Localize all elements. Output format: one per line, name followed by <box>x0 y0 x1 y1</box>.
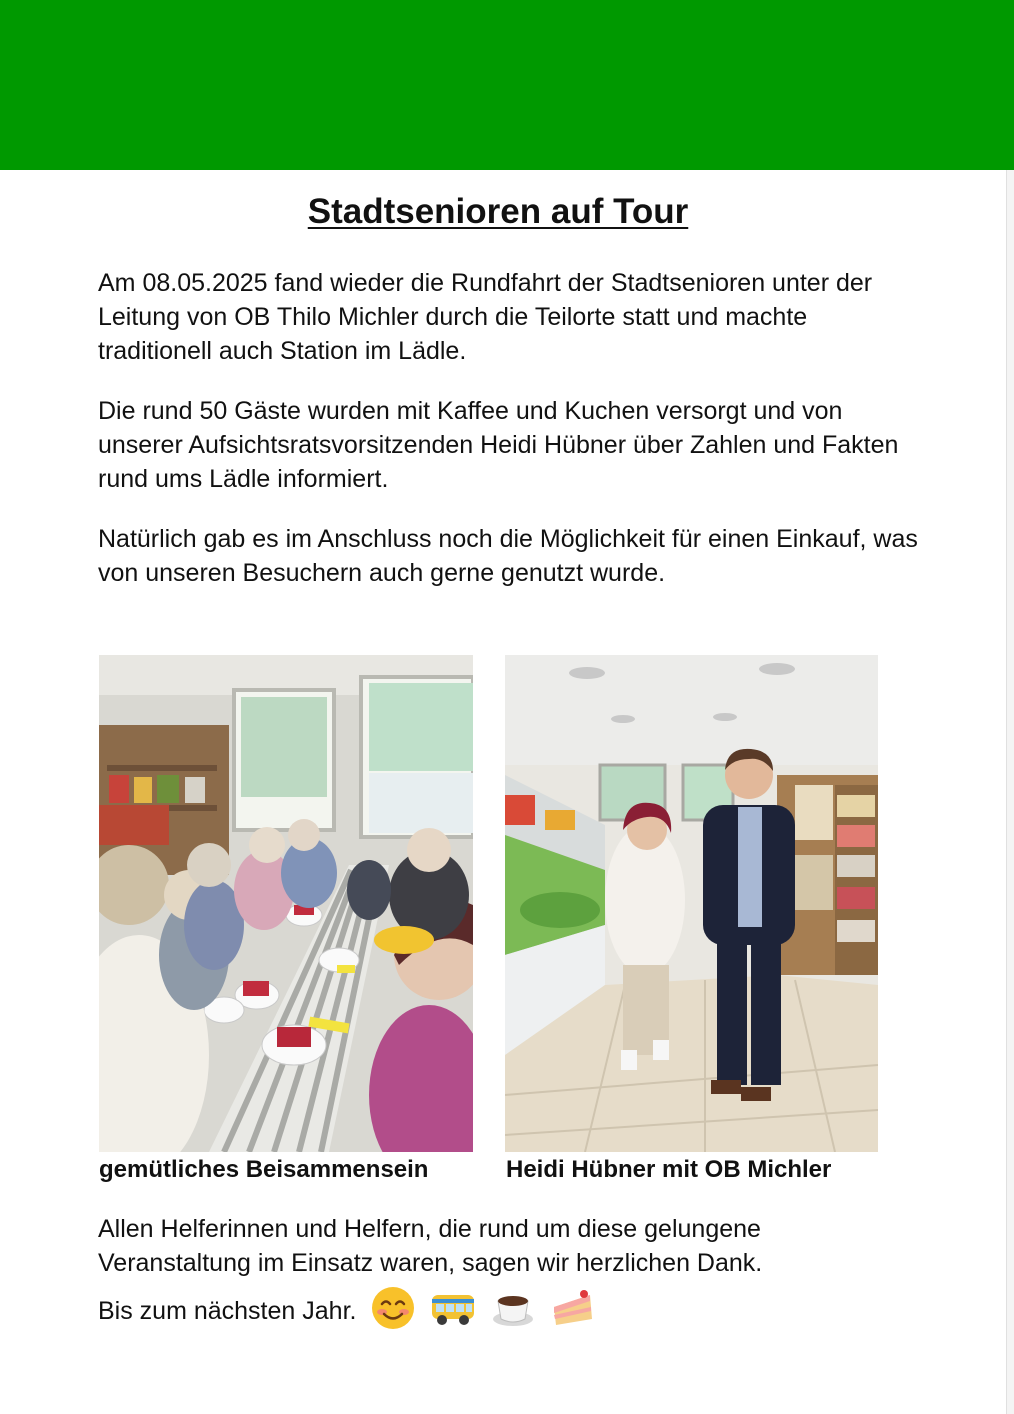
smiling-face-icon <box>370 1285 416 1338</box>
closing-text: Bis zum nächsten Jahr. <box>98 1296 357 1325</box>
cake-slice-icon <box>550 1285 596 1338</box>
header-green-bar <box>0 0 1014 170</box>
photo-seniors-at-table <box>99 655 473 1152</box>
photo-hubner-and-michler <box>505 655 878 1152</box>
bus-icon <box>430 1285 476 1338</box>
caption-photo-2: Heidi Hübner mit OB Michler <box>506 1156 832 1183</box>
paragraph-guests: Die rund 50 Gäste wurden mit Kaffee und Kuchen versorgt und von unserer Aufsichtsratsvorsitzenden Heidi Hübner über Zahlen und Fakten rund ums Lädle informiert. <box>98 397 899 493</box>
page-edge <box>1006 170 1014 1414</box>
paragraph-shopping: Natürlich gab es im Anschluss noch die Möglichkeit für einen Einkauf, was von unseren Besuchern auch gerne genutzt wurde. <box>98 525 918 587</box>
paragraph-thanks: Allen Helferinnen und Helfern, die rund um diese gelungene Veranstaltung im Einsatz waren, sagen wir herzlichen Dank. <box>98 1215 763 1277</box>
page-title: Stadtsenioren auf Tour <box>307 192 689 231</box>
caption-photo-1: gemütliches Beisammensein <box>99 1156 429 1183</box>
paragraph-intro: Am 08.05.2025 fand wieder die Rundfahrt der Stadtsenioren unter der Leitung von OB Thilo Michler durch die Teilorte statt und machte traditionell auch Station im Lädle. <box>98 269 873 365</box>
coffee-cup-icon <box>490 1285 536 1338</box>
closing-line <box>98 1286 596 1336</box>
